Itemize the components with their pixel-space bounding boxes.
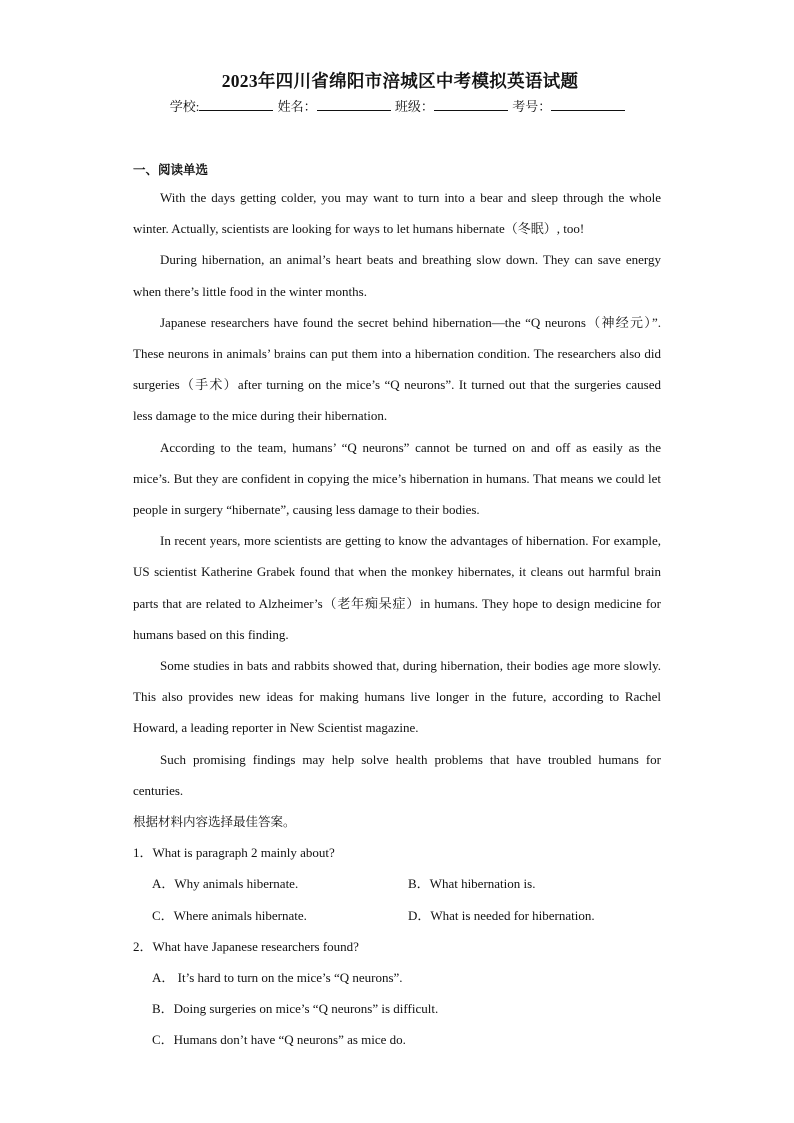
question-instruction: 根据材料内容选择最佳答案。 — [133, 814, 296, 830]
student-info-row — [133, 96, 661, 118]
exam-title: 2023年四川省绵阳市涪城区中考模拟英语试题 — [221, 71, 579, 91]
option-c[interactable]: C．Humans don’t have “Q neurons” as mice do. — [152, 1032, 406, 1048]
exam-page — [133, 68, 661, 1056]
school-blank — [199, 98, 273, 111]
passage-paragraph: Such promising findings may help solve health problems that have troubled humans for centuries. — [133, 751, 661, 798]
passage-paragraph: Japanese researchers have found the secret behind hibernation—the “Q neurons（神经元）”. These neurons in animals’ brains can put them into a hibernation condition. The researchers also did surgeries（手术）after turning on the mice’s “Q neurons”. It turned out that the surgeries caused less damage to the mice during their hibernation. — [133, 314, 661, 424]
option-c[interactable]: C．Where animals hibernate. — [152, 907, 307, 923]
passage-paragraph: During hibernation, an animal’s heart beats and breathing slow down. They can save energy when there’s little food in the winter months. — [133, 252, 661, 299]
class-blank — [434, 98, 508, 111]
answer-options — [133, 868, 661, 930]
school-label: 学校: — [169, 99, 200, 114]
option-d[interactable]: D．What is needed for hibernation. — [408, 907, 595, 923]
class-label: 班级： — [394, 99, 434, 114]
question-1 — [133, 837, 661, 931]
passage-paragraph: According to the team, humans’ “Q neurons” cannot be turned on and off as easily as the mice’s. But they are confident in copying the mice’s hibernation in humans. That means we could let people in surgery “hibernate”, causing less damage to their bodies. — [133, 439, 661, 518]
question-stem: 1．What is paragraph 2 mainly about? — [133, 845, 335, 861]
passage-paragraph: Some studies in bats and rabbits showed that, during hibernation, their bodies age more slowly. This also provides new ideas for making humans live longer in the future, according to Rachel Howard, a leading reporter in New Scientist magazine. — [133, 658, 661, 736]
exam-number-blank — [551, 98, 625, 111]
option-a[interactable]: A．Why animals hibernate. — [152, 876, 299, 892]
option-b[interactable]: B．Doing surgeries on mice’s “Q neurons” is difficult. — [152, 1001, 439, 1017]
option-b[interactable]: B．What hibernation is. — [408, 876, 536, 892]
exam-number-label: 考号： — [512, 99, 552, 114]
section-heading: 一、阅读单选 — [133, 162, 209, 177]
option-a[interactable]: A． It’s hard to turn on the mice’s “Q neurons”. — [152, 970, 403, 986]
passage-paragraph: With the days getting colder, you may want to turn into a bear and sleep through the whole winter. Actually, scientists are looking for ways to let humans hibernate（冬眠）, too! — [133, 190, 661, 237]
name-blank — [317, 98, 391, 111]
name-label: 姓名： — [277, 99, 317, 114]
passage-paragraph: In recent years, more scientists are getting to know the advantages of hibernation. For example, US scientist Katherine Grabek found that when the monkey hibernates, it cleans out harmful brain parts that are related to Alzheimer’s（老年痴呆症）in humans. They hope to design medicine for humans based on this finding. — [133, 533, 661, 642]
question-stem: 2．What have Japanese researchers found? — [133, 938, 359, 954]
answer-options — [133, 962, 661, 1056]
reading-passage — [133, 182, 661, 806]
question-2 — [133, 931, 661, 1056]
